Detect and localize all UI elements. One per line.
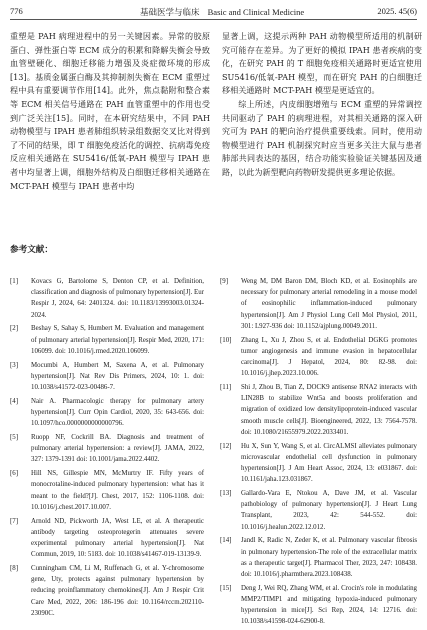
reference-text: Nair A. Pharmacologic therapy for pulmonary artery hypertension[J]. Curr Opin Cardiol, 2020, 35: 643-656. doi: 10.1097/hco.0000000000000796. bbox=[31, 397, 204, 428]
reference-text: Shi J, Zhou B, Tian Z, DOCK9 antisense RNA2 interacts with LIN28B to stabilize Wnt5a and boosts proliferation and migration of oxidized low densitylipoprotein-induced vascular smooth muscle cells[J]. Bioengineered, 2022, 13: 7564-7578. doi: 10.1080/21655979.2022.2033401. bbox=[241, 384, 417, 436]
reference-number: [13] bbox=[220, 490, 232, 498]
reference-number: [4] bbox=[10, 397, 19, 405]
reference-text: Jandl K, Radic N, Zeder K, et al. Pulmonary vascular fibrosis in pulmonary hypertension-The role of the extracellular matrix as a therapeutic target[J]. Pharmacol Ther, 2023, 247: 108438. doi: 10.1016/j.pharmthera.2023.108438. bbox=[241, 537, 417, 579]
reference-text: Hill NS, Gillespie MN, McMurtry IF. Fifty years of monocrotaline-induced pulmonary hypertension: what has it meant to the field?[J]. Chest, 2017, 152: 1106-1108. doi: 10.1016/j.chest.2017.10.007. bbox=[31, 470, 204, 511]
references-heading: 参考文献： bbox=[10, 245, 53, 255]
reference-item bbox=[220, 488, 417, 533]
reference-number: [6] bbox=[10, 470, 19, 478]
journal-title-en: Basic and Clinical Medicine bbox=[207, 7, 305, 17]
reference-item bbox=[10, 563, 204, 619]
reference-item bbox=[10, 468, 204, 513]
body-column-left bbox=[10, 30, 210, 193]
reference-item bbox=[220, 583, 417, 628]
page-header bbox=[0, 0, 427, 22]
body-paragraph: 重塑是 PAH 病理进程中的另一关键因素。异常的胶原蛋白、弹性蛋白等 ECM 成分的积累和降解失衡会导致血管壁硬化、细胞迁移能力增强及炎症微环境的形成[13]。基质金属蛋白酶及其抑制剂失衡在 ECM 重塑过程中具有重要调节作用[14]。此外，焦点黏附和整合素等 ECM 相关信号通路在 PAH 血管重塑中的作用也受到广泛关注[15]。同时，在本研究结果中，不同 PAH 动物模型与 IPAH 患者肺组织转录组数据交叉比对得到了不同的结果，即 T 细胞免疫活化的调控、抗病毒免疫反应相关通路在 SU5416/低氧-PAH 模型与 IPAH 患者中均显著上调，细胞外结构及白细胞迁移相关通路在 MCT-PAH 模型与 IPAH 患者中均 bbox=[10, 31, 210, 191]
reference-text: Mocumbi A, Humbert M, Saxena A, et al. Pulmonary hypertension[J]. Nat Rev Dis Primers, 2024, 10: 1. doi: 10.1038/s41572-023-00486-7. bbox=[31, 361, 204, 392]
reference-number: [15] bbox=[220, 584, 232, 592]
reference-item bbox=[10, 360, 204, 394]
reference-number: [8] bbox=[10, 565, 19, 573]
reference-text: Weng M, DM Baron DM, Bloch KD, et al. Eosinophils are necessary for pulmonary arterial remodeling in a mouse model of eosinophilic inflammation-induced pulmonary hypertension[J]. Am J Physiol Lung Cell Mol Physiol, 2011, 301: L927-936 doi: 10.1152/ajplung.00049.2011. bbox=[241, 278, 417, 330]
reference-text: Hu X, Sun Y, Wang S, et al. CircALMSI alleviates pulmonary microvascular endothelial cell dysfunction in pulmonary hypertension[J]. J Am Heart Assoc, 2024, 13: e031867. doi: 10.1161/jaha.123.031867. bbox=[241, 442, 417, 484]
reference-text: Arnold ND, Pickworth JA, West LE, et al. A therapeutic antibody targeting osteoprotegerin attenuates severe experimental pulmonary arterial hypertension[J]. Nat Commun, 2019, 10: 5183. doi: 10.1038/s41467-019-13139-9. bbox=[31, 517, 204, 559]
body-paragraph: 显著上调，这提示两种 PAH 动物模型所适用的机制研究可能存在差异。为了更好的模拟 IPAH 患者疾病的变化，在研究 PAH 的 T 细胞免疫相关通路时更适宜使用 SU5416/低氧-PAH 模型，而在研究 PAH 的白细胞迁移相关通路时 MCT-PAH 模型是更适宜的。 bbox=[222, 31, 422, 96]
issue-info: 2025. 45(6) bbox=[377, 6, 417, 16]
reference-text: Kovacs G, Bartolome S, Denton CP, et al. Definition, classification and diagnosis of pulmonary hypertension[J]. Eur Respir J, 2024, 64: 2401324. doi: 10.1183/13993003.01324-2024. bbox=[31, 278, 204, 319]
reference-item bbox=[220, 276, 417, 332]
reference-text: Beshay S, Sahay S, Humbert M. Evaluation and management of pulmonary arterial hypertension[J]. Respir Med, 2020, 171: 106099. doi: 10.1016/j.rmed.2020.106099. bbox=[31, 325, 204, 355]
reference-text: Gallardo-Vara E, Ntokou A, Dave JM, et al. Vascular pathobiology of pulmonary hypertension[J]. J Heart Lung Transplant, 2023, 42: 544-552. doi: 10.1016/j.healun.2022.12.012. bbox=[241, 490, 417, 531]
journal-title-cn: 基础医学与临床 bbox=[140, 8, 200, 18]
body-column-right bbox=[222, 30, 422, 180]
journal-title bbox=[140, 6, 304, 18]
reference-text: Cunningham CM, Li M, Ruffenach G, et al. Y-chromosome gene, Uty, protects against pulmonary hypertension by reducing proinflammatory chemokines[J]. Am J Respir Crit Care Med, 2022, 206: 186-196 doi: 10.1164/rccm.202110-23090C. bbox=[31, 565, 204, 617]
reference-number: [14] bbox=[220, 537, 232, 545]
references-column-right bbox=[220, 276, 417, 630]
reference-item bbox=[220, 382, 417, 438]
reference-item bbox=[220, 441, 417, 486]
reference-item bbox=[10, 276, 204, 321]
reference-number: [2] bbox=[10, 325, 19, 333]
reference-number: [12] bbox=[220, 442, 232, 450]
reference-item bbox=[10, 323, 204, 357]
references-column-left bbox=[10, 276, 204, 622]
reference-number: [1] bbox=[10, 278, 19, 285]
reference-text: Ruopp NF, Cockrill BA. Diagnosis and treatment of pulmonary arterial hypertension: a review[J]. JAMA, 2022, 327: 1379-1391 doi: 10.1001/jama.2022.4402. bbox=[31, 434, 204, 464]
reference-number: [5] bbox=[10, 434, 19, 442]
header-rule bbox=[10, 19, 417, 20]
reference-item bbox=[10, 516, 204, 561]
reference-number: [7] bbox=[10, 517, 19, 525]
reference-number: [10] bbox=[220, 336, 232, 344]
body-paragraph: 综上所述，内皮细胞增殖与 ECM 重塑的异常调控共同驱动了 PAH 的病理进程，对其相关通路的深入研究可为 PAH 的靶向治疗提供重要线索。同时，使用动物模型进行 PAH 机制探究时应当更多关注大鼠与患者肺部共同表达的基因，结合功能实验验证关键基因及通路，以此为新型靶向药物研发提供更多理论依据。 bbox=[222, 98, 422, 177]
page-number: 776 bbox=[10, 6, 23, 16]
reference-text: Zhang L, Xu J, Zhou S, et al. Endothelial DGKG promotes tumor angiogenesis and immune evasion in hepatocellular carcinoma[J]. J Hepatol, 2024, 80: 82-98. doi: 10.1016/j.jhep.2023.10.006. bbox=[241, 336, 417, 378]
reference-text: Deng J, Wei RQ, Zhang WM, et al. Crocin's role in modulating MMP2/TIMP1 and mitigating hypoxia-induced pulmonary hypertension in mice[J]. Sci Rep, 2024, 14: 12716. doi: 10.1038/s41598-024-62900-8. bbox=[241, 584, 417, 626]
reference-number: [9] bbox=[220, 278, 229, 285]
reference-item bbox=[220, 335, 417, 380]
reference-number: [11] bbox=[220, 384, 232, 392]
reference-item bbox=[220, 535, 417, 580]
reference-item bbox=[10, 432, 204, 466]
reference-item bbox=[10, 396, 204, 430]
reference-number: [3] bbox=[10, 361, 19, 369]
